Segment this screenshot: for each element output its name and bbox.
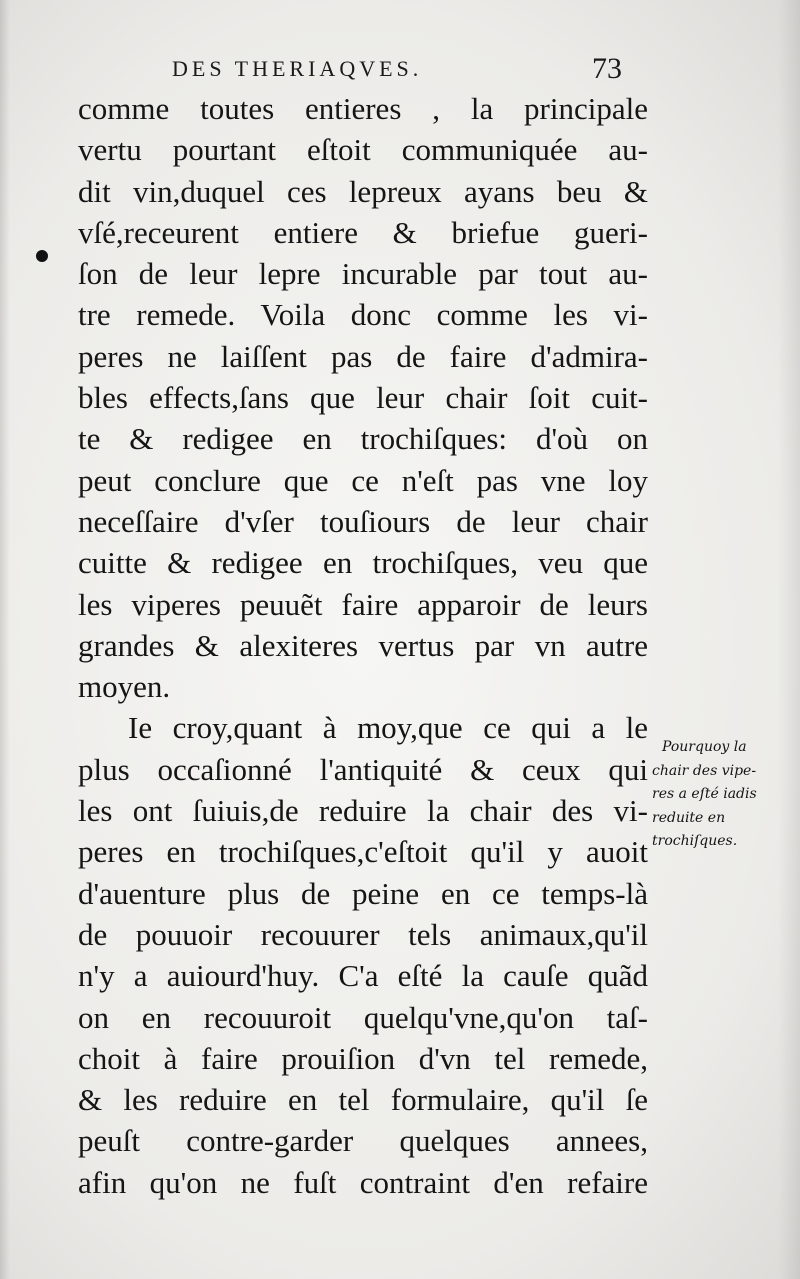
body-line: plus occaſionné l'antiquité & ceux qui bbox=[78, 751, 648, 787]
body-line: grandes & alexiteres vertus par vn autre bbox=[78, 627, 648, 663]
body-line: les viperes peuuẽt faire apparoir de leurs bbox=[78, 586, 648, 622]
running-head-title: DES THERIAQVES. bbox=[172, 56, 423, 81]
body-line: on en recouuroit quelqu'vne,qu'on taſ- bbox=[78, 999, 648, 1035]
body-line: choit à faire prouiſion d'vn tel remede, bbox=[78, 1040, 648, 1076]
body-line: les ont ſuiuis,de reduire la chair des vi- bbox=[78, 793, 648, 829]
marginal-note-line: Pourquoy la bbox=[662, 739, 747, 755]
body-line: & les reduire en tel formulaire, qu'il ſe bbox=[78, 1082, 648, 1118]
body-line: vertu pourtant eſtoit communiquée au- bbox=[78, 132, 648, 168]
body-line: peres en trochiſques,c'eſtoit qu'il y auoit bbox=[78, 834, 648, 870]
body-line: afin qu'on ne fuſt contraint d'en refaire bbox=[78, 1164, 648, 1200]
marginal-note-line: reduite en bbox=[652, 809, 726, 826]
ink-dot-mark bbox=[36, 250, 48, 262]
body-line: bles effects,ſans que leur chair ſoit cuit- bbox=[78, 380, 648, 416]
body-line: neceſſaire d'vſer touſiours de leur chair bbox=[78, 503, 648, 539]
body-line: de pouuoir recouurer tels animaux,qu'il bbox=[78, 916, 648, 952]
page-edge-shadow-left bbox=[0, 0, 10, 1279]
body-line: vſé,receurent entiere & briefue gueri- bbox=[78, 214, 648, 250]
body-line: tre remede. Voila donc comme les vi- bbox=[78, 297, 648, 333]
body-line: dit vin,duquel ces lepreux ayans beu & bbox=[78, 173, 648, 209]
body-line: n'y a auiourd'huy. C'a eſté la cauſe quãd bbox=[78, 958, 648, 994]
paragraph-start-line: Ie croy,quant à moy,que ce qui a le bbox=[128, 710, 648, 746]
body-line: moyen. bbox=[78, 669, 171, 705]
marginal-note-line: trochiſques. bbox=[652, 833, 738, 849]
body-line: cuitte & redigee en trochiſques, veu que bbox=[78, 545, 648, 581]
body-text bbox=[78, 88, 648, 1203]
marginal-note-line: chair des vipe- bbox=[652, 762, 757, 779]
body-line: peres ne laiſſent pas de faire d'admira- bbox=[78, 338, 648, 374]
marginal-note bbox=[652, 736, 794, 854]
body-line: te & redigee en trochiſques: d'où on bbox=[78, 421, 648, 457]
body-line: peuſt contre-garder quelques annees, bbox=[78, 1123, 648, 1159]
body-line: d'auenture plus de peine en ce temps-là bbox=[78, 875, 648, 911]
body-line: comme toutes entieres , la principale bbox=[78, 91, 648, 126]
body-line: ſon de leur lepre incurable par tout au- bbox=[78, 256, 648, 292]
page-edge-shadow-right bbox=[778, 0, 800, 1279]
body-line: peut conclure que ce n'eſt pas vne loy bbox=[78, 462, 648, 498]
running-head bbox=[172, 52, 632, 88]
marginal-note-line: res a eſté iadis bbox=[652, 786, 757, 802]
page-number: 73 bbox=[592, 52, 622, 85]
